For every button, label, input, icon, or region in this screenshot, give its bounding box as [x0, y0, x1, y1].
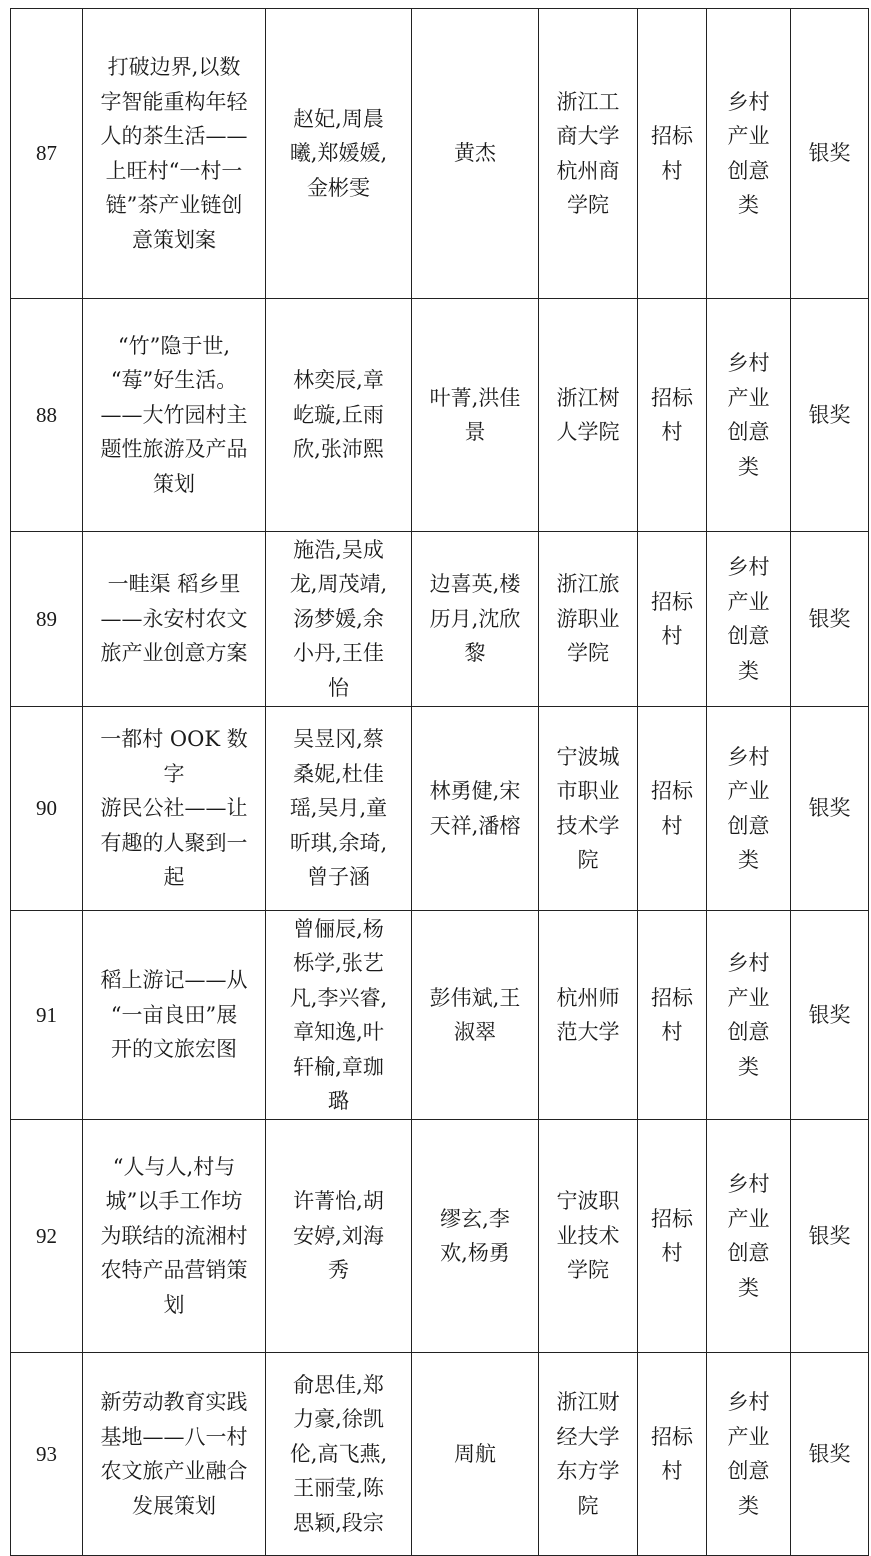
village-type: 招标 村 [638, 1120, 707, 1353]
row-number: 90 [11, 707, 83, 911]
advisors: 边喜英,楼 历月,沈欣 黎 [412, 532, 539, 707]
award: 银奖 [791, 1353, 869, 1556]
table-row [11, 9, 869, 299]
category: 乡村 产业 创意 类 [707, 707, 791, 911]
project-title: 一都村 OOK 数字 游民公社——让 有趣的人聚到一 起 [83, 707, 266, 911]
award: 银奖 [791, 707, 869, 911]
award: 银奖 [791, 299, 869, 532]
row-number: 91 [11, 911, 83, 1120]
project-title: 打破边界,以数 字智能重构年轻 人的茶生活—— 上旺村“一村一 链”茶产业链创 意策划案 [83, 9, 266, 299]
advisors: 缪玄,李 欢,杨勇 [412, 1120, 539, 1353]
project-title: “人与人,村与 城”以手工作坊 为联结的流湘村 农特产品营销策 划 [83, 1120, 266, 1353]
row-number: 93 [11, 1353, 83, 1556]
school: 浙江旅 游职业 学院 [539, 532, 638, 707]
category: 乡村 产业 创意 类 [707, 532, 791, 707]
school: 杭州师 范大学 [539, 911, 638, 1120]
project-title: 一畦渠 稻乡里 ——永安村农文 旅产业创意方案 [83, 532, 266, 707]
table-row [11, 532, 869, 707]
category: 乡村 产业 创意 类 [707, 299, 791, 532]
awards-table [10, 8, 869, 1556]
village-type: 招标 村 [638, 9, 707, 299]
village-type: 招标 村 [638, 707, 707, 911]
team-members: 赵妃,周晨 曦,郑媛媛, 金彬雯 [266, 9, 412, 299]
table-row [11, 299, 869, 532]
school: 浙江财 经大学 东方学 院 [539, 1353, 638, 1556]
school: 宁波职 业技术 学院 [539, 1120, 638, 1353]
award: 银奖 [791, 1120, 869, 1353]
advisors: 林勇健,宋 天祥,潘榕 [412, 707, 539, 911]
project-title: 新劳动教育实践 基地——八一村 农文旅产业融合 发展策划 [83, 1353, 266, 1556]
village-type: 招标 村 [638, 532, 707, 707]
team-members: 俞思佳,郑 力豪,徐凯 伦,高飞燕, 王丽莹,陈 思颖,段宗 [266, 1353, 412, 1556]
award: 银奖 [791, 532, 869, 707]
row-number: 87 [11, 9, 83, 299]
category: 乡村 产业 创意 类 [707, 911, 791, 1120]
row-number: 89 [11, 532, 83, 707]
advisors: 黄杰 [412, 9, 539, 299]
advisors: 叶菁,洪佳 景 [412, 299, 539, 532]
team-members: 曾俪辰,杨 栎学,张艺 凡,李兴睿, 章知逸,叶 轩榆,章珈 璐 [266, 911, 412, 1120]
team-members: 施浩,吴成 龙,周茂靖, 汤梦媛,余 小丹,王佳 怡 [266, 532, 412, 707]
award: 银奖 [791, 911, 869, 1120]
category: 乡村 产业 创意 类 [707, 1120, 791, 1353]
village-type: 招标 村 [638, 299, 707, 532]
table-row [11, 911, 869, 1120]
team-members: 林奕辰,章 屹璇,丘雨 欣,张沛熙 [266, 299, 412, 532]
award: 银奖 [791, 9, 869, 299]
table-row [11, 707, 869, 911]
advisors: 彭伟斌,王 淑翠 [412, 911, 539, 1120]
school: 浙江树 人学院 [539, 299, 638, 532]
team-members: 许菁怡,胡 安婷,刘海 秀 [266, 1120, 412, 1353]
team-members: 吴昱冈,蔡 桑妮,杜佳 瑶,吴月,童 昕琪,余琦, 曾子涵 [266, 707, 412, 911]
school: 浙江工 商大学 杭州商 学院 [539, 9, 638, 299]
village-type: 招标 村 [638, 911, 707, 1120]
village-type: 招标 村 [638, 1353, 707, 1556]
school: 宁波城 市职业 技术学 院 [539, 707, 638, 911]
table-row [11, 1120, 869, 1353]
category: 乡村 产业 创意 类 [707, 9, 791, 299]
table-row [11, 1353, 869, 1556]
category: 乡村 产业 创意 类 [707, 1353, 791, 1556]
row-number: 92 [11, 1120, 83, 1353]
project-title: “竹”隐于世, “莓”好生活。 ——大竹园村主 题性旅游及产品 策划 [83, 299, 266, 532]
row-number: 88 [11, 299, 83, 532]
advisors: 周航 [412, 1353, 539, 1556]
project-title: 稻上游记——从 “一亩良田”展 开的文旅宏图 [83, 911, 266, 1120]
